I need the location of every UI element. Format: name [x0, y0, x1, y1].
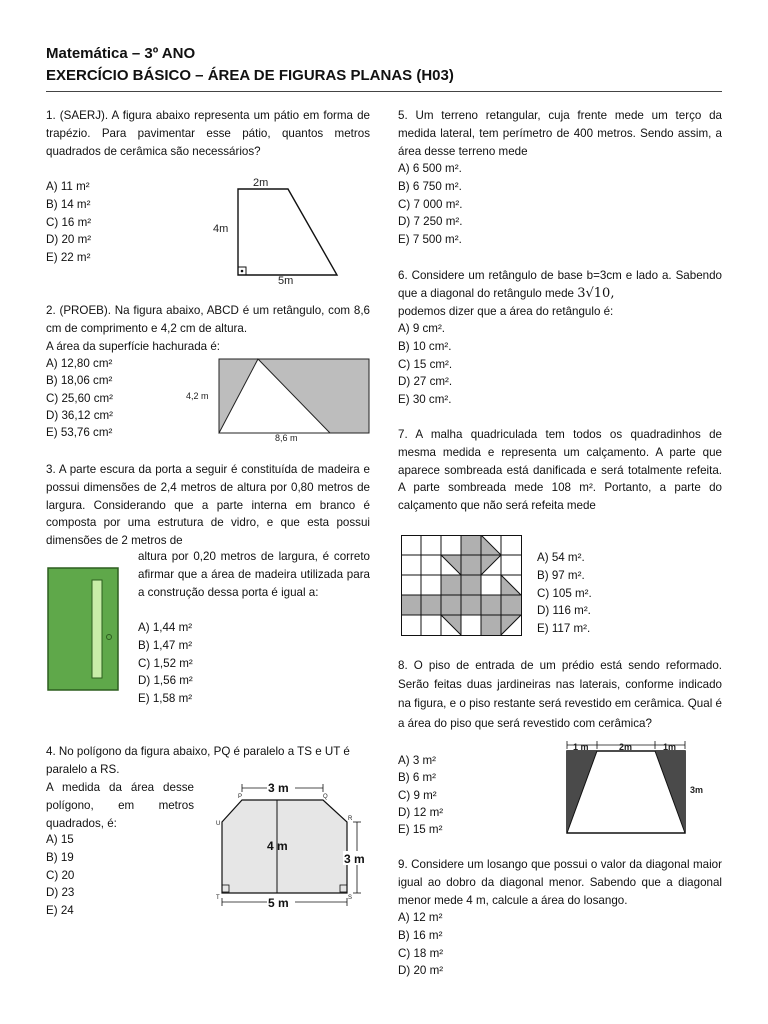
option: C) 16 m²	[46, 215, 92, 229]
option: A) 9 cm².	[398, 322, 446, 335]
trapezoid-top-label: 2m	[253, 177, 269, 189]
option: A) 6 500 m².	[398, 162, 462, 175]
option: E) 117 m².	[537, 622, 591, 636]
question-4-options	[46, 831, 74, 920]
question-4-text2: A medida da área desse polígono, em metros quadrados, é:	[46, 781, 194, 830]
option: E) 30 cm².	[398, 393, 452, 407]
option: D) 7 250 m².	[398, 215, 463, 229]
option: A) 11 m²	[46, 180, 90, 193]
option: C) 20	[46, 868, 75, 882]
entrance-floor-figure	[555, 733, 715, 838]
vertex-u-label: U	[216, 821, 221, 827]
option: E) 24	[46, 904, 74, 918]
question-8-options	[398, 752, 443, 838]
trapezoid-bottom-label: 5m	[278, 275, 294, 287]
question-6-options	[398, 320, 452, 409]
option: B) 6 m²	[398, 771, 437, 785]
option: E) 53,76 cm²	[46, 426, 113, 440]
vertex-t-label: T	[216, 895, 220, 901]
option: D) 1,56 m²	[138, 674, 193, 688]
trapezoid-side-label: 4m	[213, 223, 229, 235]
rectangle-width-label: 8,6 m	[275, 433, 298, 443]
rectangle-height-label: 4,2 m	[186, 391, 209, 401]
option: D) 36,12 cm²	[46, 408, 114, 422]
option: C) 105 m².	[537, 586, 592, 600]
option: B) 18,06 cm²	[46, 374, 113, 388]
option: D) 23	[46, 886, 75, 900]
option: C) 1,52 m²	[138, 656, 193, 670]
option: B) 16 m²	[398, 928, 443, 942]
option: E) 15 m²	[398, 823, 443, 837]
option: B) 10 cm².	[398, 339, 452, 353]
option: E) 7 500 m².	[398, 233, 462, 247]
entrance-left-label: 1 m	[573, 742, 589, 752]
option: A) 54 m².	[537, 551, 585, 564]
option: C) 15 cm².	[398, 357, 453, 371]
polygon-middle-label: 4 m	[267, 839, 288, 853]
option: D) 27 cm².	[398, 375, 453, 389]
question-7-options	[537, 549, 592, 638]
option: C) 18 m²	[398, 946, 444, 960]
polygon-pqrstu-figure	[205, 778, 375, 913]
polygon-bottom-label: 5 m	[268, 896, 289, 910]
question-9-text: 9. Considere um losango que possui o valor da diagonal maior igual ao dobro da diagonal menor. Sabendo que a diagonal menor mede 4 m, calcule a área do losango.	[398, 858, 722, 907]
option: A) 12,80 cm²	[46, 357, 113, 370]
trapezoid-figure	[205, 172, 355, 287]
option: C) 7 000 m².	[398, 197, 463, 211]
question-1-options	[46, 178, 91, 267]
option: E) 1,58 m²	[138, 692, 193, 706]
vertex-q-label: Q	[323, 794, 328, 800]
question-5-text: 5. Um terreno retangular, cuja frente mede um terço da medida lateral, tem perímetro de 400 metros. Sendo assim, a área desse terreno mede	[398, 109, 722, 158]
option: B) 1,47 m²	[138, 638, 193, 652]
question-2-options	[46, 355, 113, 441]
rectangle-abcd-figure	[180, 355, 372, 447]
grid-figure	[401, 535, 523, 637]
polygon-right-label: 3 m	[344, 852, 365, 866]
question-3-text2: altura por 0,20 metros de largura, é correto afirmar que a área de madeira utilizada para a construção dessa porta é igual a:	[138, 550, 370, 599]
entrance-height-label: 3m	[690, 785, 704, 795]
option: A) 1,44 m²	[138, 621, 193, 634]
question-6-text2: podemos dizer que a área do retângulo é:	[398, 305, 614, 318]
header-divider	[46, 91, 722, 92]
vertex-p-label: P	[238, 794, 243, 800]
option: A) 3 m²	[398, 754, 437, 767]
question-5-options	[398, 160, 462, 249]
question-3-options	[138, 619, 193, 708]
option: B) 14 m²	[46, 197, 91, 211]
option: D) 20 m²	[46, 233, 92, 247]
entrance-right-label: 1m	[663, 742, 677, 752]
question-9-options	[398, 909, 443, 980]
option: A) 15	[46, 833, 74, 846]
subject-title: Matemática – 3º ANO	[46, 45, 196, 62]
diagonal-formula: 3√10,	[577, 285, 615, 301]
vertex-s-label: S	[348, 895, 353, 901]
option: B) 6 750 m².	[398, 179, 462, 193]
option: B) 19	[46, 850, 74, 864]
question-1-text: 1. (SAERJ). A figura abaixo representa um pátio em forma de trapézio. Para pavimentar esse pátio, quantos metros quadrados de cerâmica são necessários?	[46, 109, 370, 158]
question-3-text: 3. A parte escura da porta a seguir é constituída de madeira e possui dimensões de 2,4 metros de altura por 0,80 metros de largura. Considerando que a parte interna em branco é composta por uma estrutura de vidro, e que esta possui dimensões de 2 metros de	[46, 463, 370, 548]
question-2-text: 2. (PROEB). Na figura abaixo, ABCD é um retângulo, com 8,6 cm de comprimento e 4,2 cm de altura.	[46, 304, 370, 335]
option: A) 12 m²	[398, 911, 443, 924]
option: D) 20 m²	[398, 964, 444, 978]
question-7-text: 7. A malha quadriculada tem todos os quadradinhos de mesma medida e representa um calçamento. A parte que aparece sombreada está danificada e será totalmente refeita. A parte sombreada mede 108 m². Portanto, a parte do calçamento que não será refeita mede	[398, 428, 722, 513]
option: E) 22 m²	[46, 251, 91, 265]
option: C) 9 m²	[398, 788, 437, 802]
question-6-text	[398, 267, 722, 303]
door-figure	[46, 566, 122, 694]
option: D) 116 m².	[537, 604, 591, 618]
option: C) 25,60 cm²	[46, 391, 114, 405]
option: B) 97 m².	[537, 568, 585, 582]
question-8-text: 8. O piso de entrada de um prédio está sendo reformado. Serão feitas duas jardineiras nas laterais, conforme indicado na figura, e o piso restante será revestido em cerâmica. Qual é a área do piso que será revestido com cerâmica?	[398, 659, 722, 730]
entrance-middle-label: 2m	[619, 742, 633, 752]
vertex-r-label: R	[348, 816, 353, 822]
option: D) 12 m²	[398, 805, 444, 819]
polygon-top-label: 3 m	[268, 781, 289, 795]
question-4-text: 4. No polígono da figura abaixo, PQ é paralelo a TS e UT é paralelo a RS.	[46, 745, 350, 776]
exercise-title: EXERCÍCIO BÁSICO – ÁREA DE FIGURAS PLANAS (H03)	[46, 67, 454, 84]
question-2-text2: A área da superfície hachurada é:	[46, 340, 221, 353]
question-6-text-main: 6. Considere um retângulo de base b=3cm e lado a. Sabendo que a diagonal do retângulo mede	[398, 269, 722, 300]
